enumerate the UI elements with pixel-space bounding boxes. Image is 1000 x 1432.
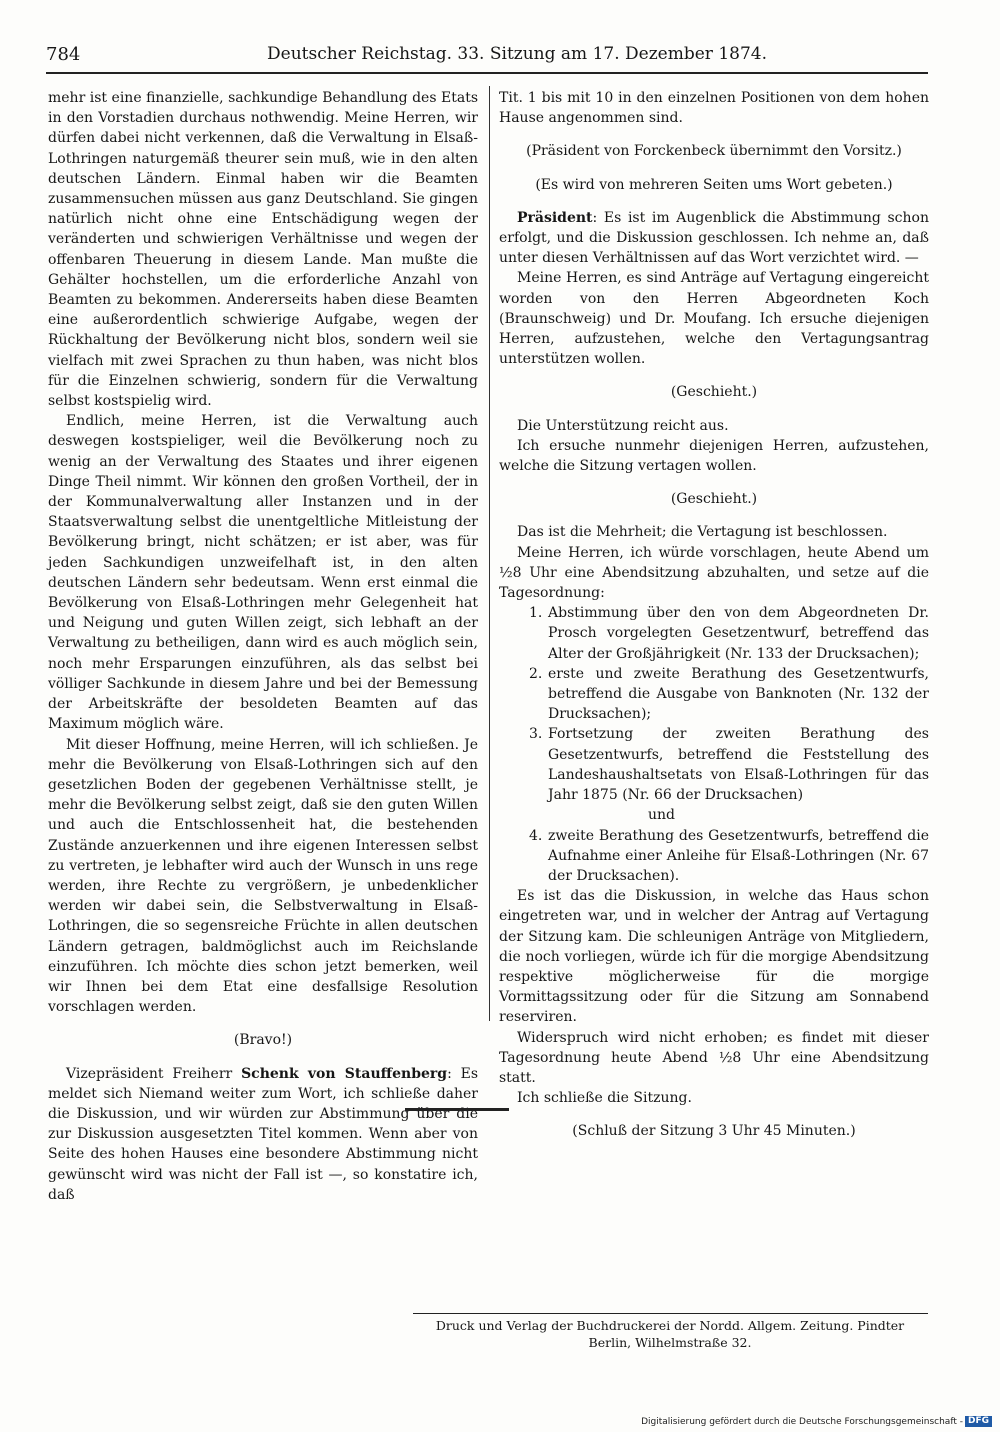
agenda-item-text: erste und zweite Berathung des Gesetzentwurfs, betreffend die Ausgabe von Banknoten (Nr. 132 der Drucksachen); — [548, 665, 929, 723]
agenda-und — [499, 805, 929, 825]
agenda-item — [499, 664, 929, 725]
speech-text: : Es meldet sich Niemand weiter zum Wort, ich schließe daher die Diskussion, und wir würden zur Abstimmung über die zur Diskussion ausgesetzten Titel kommen. Wenn aber von Seite des hohen Hauses eine besondere Abstimmung nicht gewünscht wird was nicht der Fall ist —, so konstatire ich, daß — [48, 1065, 478, 1203]
end-rule — [405, 1108, 509, 1111]
agenda-conjunction: und — [648, 807, 675, 824]
president-speaker: Präsident — [517, 209, 593, 226]
right-paragraph-9: Widerspruch wird nicht erhoben; es findet mit dieser Tagesordnung heute Abend ½8 Uhr eine Abendsitzung statt. — [499, 1029, 929, 1086]
left-column — [48, 88, 478, 1205]
left-paragraph-4 — [48, 1064, 478, 1205]
dfg-logo-icon: DFG — [965, 1416, 992, 1427]
right-paragraph-3: Meine Herren, es sind Anträge auf Vertagung eingereicht worden von den Herren Abgeordneten Koch (Braunschweig) und Dr. Moufang. Ich ersuche diejenigen Herren, aufzustehen, welche den Vertagungsantrag unterstützen wollen. — [499, 270, 929, 368]
page-header — [46, 44, 928, 66]
right-paragraph-1: Tit. 1 bis mit 10 in den einzelnen Positionen von dem hohen Hause angenommen sind. — [499, 90, 929, 127]
dfg-footer — [641, 1416, 992, 1427]
agenda-item-number: 2. — [529, 665, 543, 682]
imprint-line-1: Druck und Verlag der Buchdruckerei der Nordd. Allgem. Zeitung. Pindter — [435, 1318, 905, 1333]
column-divider — [489, 86, 490, 1021]
speaker-name: Schenk von Stauffenberg — [241, 1065, 448, 1082]
right-paragraph-7: Meine Herren, ich würde vorschlagen, heute Abend um ½8 Uhr eine Abendsitzung abzuhalten, und setze auf die Tagesordnung: — [499, 544, 929, 602]
stage-note-2: (Es wird von mehreren Seiten ums Wort gebeten.) — [535, 176, 893, 193]
right-paragraph-8: Es ist das die Diskussion, in welche das Haus schon eingetreten war, und in welcher der Antrag auf Vertagung der Sitzung kam. Die schleunigen Anträge von Mitgliedern, die noch vorliegen, würde ich für die morgige Abendsitzung respektive möglicherweise für die morgige Vormittagssitzung oder für die Sitzung am Sonnabend reserviren. — [499, 888, 929, 1026]
president-text: : Es ist im Augenblick die Abstimmung schon erfolgt, und die Diskussion geschlossen. Ich nehme an, daß unter diesen Verhältnissen auf das Wort verzichtet wird. — — [499, 209, 929, 267]
bravo-note: (Bravo!) — [233, 1032, 293, 1049]
page-number: 784 — [46, 44, 81, 65]
left-paragraph-1: mehr ist eine finanzielle, sachkundige Behandlung des Etats in den Vorstadien durchaus nothwendig. Meine Herren, wir dürfen dabei nicht verkennen, daß die Verwaltung in Elsaß-Lothringen naturgemäß theurer sein muß, wie in den alten deutschen Ländern. Einmal haben wir die Beamten zusammensuchen müssen aus ganz Deutschland. Sie gingen natürlich nicht ohne eine Entschädigung wegen der veränderten und schwierigen Verhältnisse und wegen der offenbaren Theuerung in diesem Lande. Man mußte die Gehälter hochstellen, um die erforderliche Anzahl von Beamten zu bekommen. Andererseits haben diese Beamten eine außerordentlich schwierige Aufgabe, wegen der Rückhaltung der Bevölkerung nicht blos, sondern weil sie vielfach mit zwei Sprachen zu thun haben, was nicht blos für die Einzelnen schwierig, sondern für die Verwaltung selbst kostspielig wird. — [48, 90, 478, 410]
agenda-item-text: zweite Berathung des Gesetzentwurfs, betreffend die Aufnahme einer Anleihe für Elsaß-Lothringen (Nr. 67 der Drucksachen). — [548, 827, 929, 884]
stage-note-1: (Präsident von Forckenbeck übernimmt den Vorsitz.) — [526, 143, 902, 160]
right-paragraph-2 — [499, 208, 929, 269]
right-paragraph-10: Ich schließe die Sitzung. — [517, 1090, 692, 1107]
agenda-item-text: Fortsetzung der zweiten Berathung des Gesetzentwurfs, betreffend die Feststellung des Landeshaushaltsetats von Elsaß-Lothringen für das Jahr 1875 (Nr. 66 der Drucksachen) — [548, 726, 929, 804]
header-rule — [46, 72, 928, 74]
right-paragraph-5: Ich ersuche nunmehr diejenigen Herren, aufzustehen, welche die Sitzung vertagen wollen. — [499, 437, 929, 475]
agenda-item-number: 3. — [529, 726, 543, 743]
running-title: Deutscher Reichstag. 33. Sitzung am 17. Dezember 1874. — [267, 44, 767, 64]
agenda-list — [499, 603, 929, 886]
imprint-line-2: Berlin, Wilhelmstraße 32. — [588, 1335, 752, 1350]
right-paragraph-4: Die Unterstützung reicht aus. — [517, 417, 729, 434]
speaker-prefix: Vizepräsident Freiherr — [66, 1065, 233, 1082]
agenda-item — [499, 724, 929, 805]
left-paragraph-2: Endlich, meine Herren, ist die Verwaltung auch deswegen kostspieliger, weil die Bevölkerung noch zu wenig an der Verwaltung des Staates und ihrer eigenen Dinge Theil nimmt. Wir können den großen Vortheil, der in der Kommunalverwaltung aller Instanzen und in der Staatsverwaltung selbst die unentgeltliche Mitleistung der Bevölkerung bringt, nicht schätzen; er ist aber, was für jeden Sachkundigen unzweifelhaft ist, in den alten deutschen Ländern sehr bedeutsam. Wenn erst einmal die Bevölkerung von Elsaß-Lothringen mehr Gelegenheit hat und Neigung und guten Willen zeigt, sich lebhaft an der Verwaltung zu betheiligen, dann wird es auch möglich sein, noch mehr Ersparungen einzuführen, als das selbst bei völliger Sachkunde in diesem Jahre und bei der Bemessung der Arbeitskräfte der besoldeten Beamten auf das Maximum möglich wäre. — [48, 413, 478, 733]
imprint-rule — [413, 1313, 928, 1314]
agenda-item-number: 1. — [529, 605, 543, 622]
agenda-item-number: 4. — [529, 827, 543, 844]
stage-note-4: (Geschieht.) — [670, 491, 758, 508]
closing-note: (Schluß der Sitzung 3 Uhr 45 Minuten.) — [572, 1123, 856, 1140]
agenda-item-text: Abstimmung über den von dem Abgeordneten Dr. Prosch vorgelegten Gesetzentwurf, betreffend das Alter der Großjährigkeit (Nr. 133 der Drucksachen); — [548, 605, 929, 662]
dfg-footer-text: Digitalisierung gefördert durch die Deutsche Forschungsgemeinschaft - — [641, 1416, 963, 1427]
right-column — [499, 88, 929, 1142]
stage-note-3: (Geschieht.) — [670, 384, 758, 401]
agenda-item — [499, 603, 929, 664]
left-paragraph-3: Mit dieser Hoffnung, meine Herren, will ich schließen. Je mehr die Bevölkerung von Elsaß-Lothringen sich auf den gesetzlichen Boden der gegebenen Verhältnisse stellt, je mehr die Bevölkerung selbst zeigt, daß sie den guten Willen und auch die Entschlossenheit hat, die bestehenden Zustände anzuerkennen und ihre eigenen Interessen selbst zu vertreten, je lebhafter wird auch der Wunsch in uns rege werden, ihre Rechte zu vergrößern, je unbedenklicher werden wir dabei sein, die Selbstverwaltung in Elsaß-Lothringen, die so segensreiche Früchte in allen deutschen Ländern getragen, baldmöglichst auch im Reichslande einzuführen. Ich möchte dies schon jetzt bemerken, weil wir Ihnen bei dem Etat eine desfallsige Resolution vorschlagen werden. — [48, 736, 478, 1016]
imprint — [420, 1317, 920, 1351]
right-paragraph-6: Das ist die Mehrheit; die Vertagung ist beschlossen. — [517, 524, 888, 541]
agenda-item — [499, 826, 929, 887]
